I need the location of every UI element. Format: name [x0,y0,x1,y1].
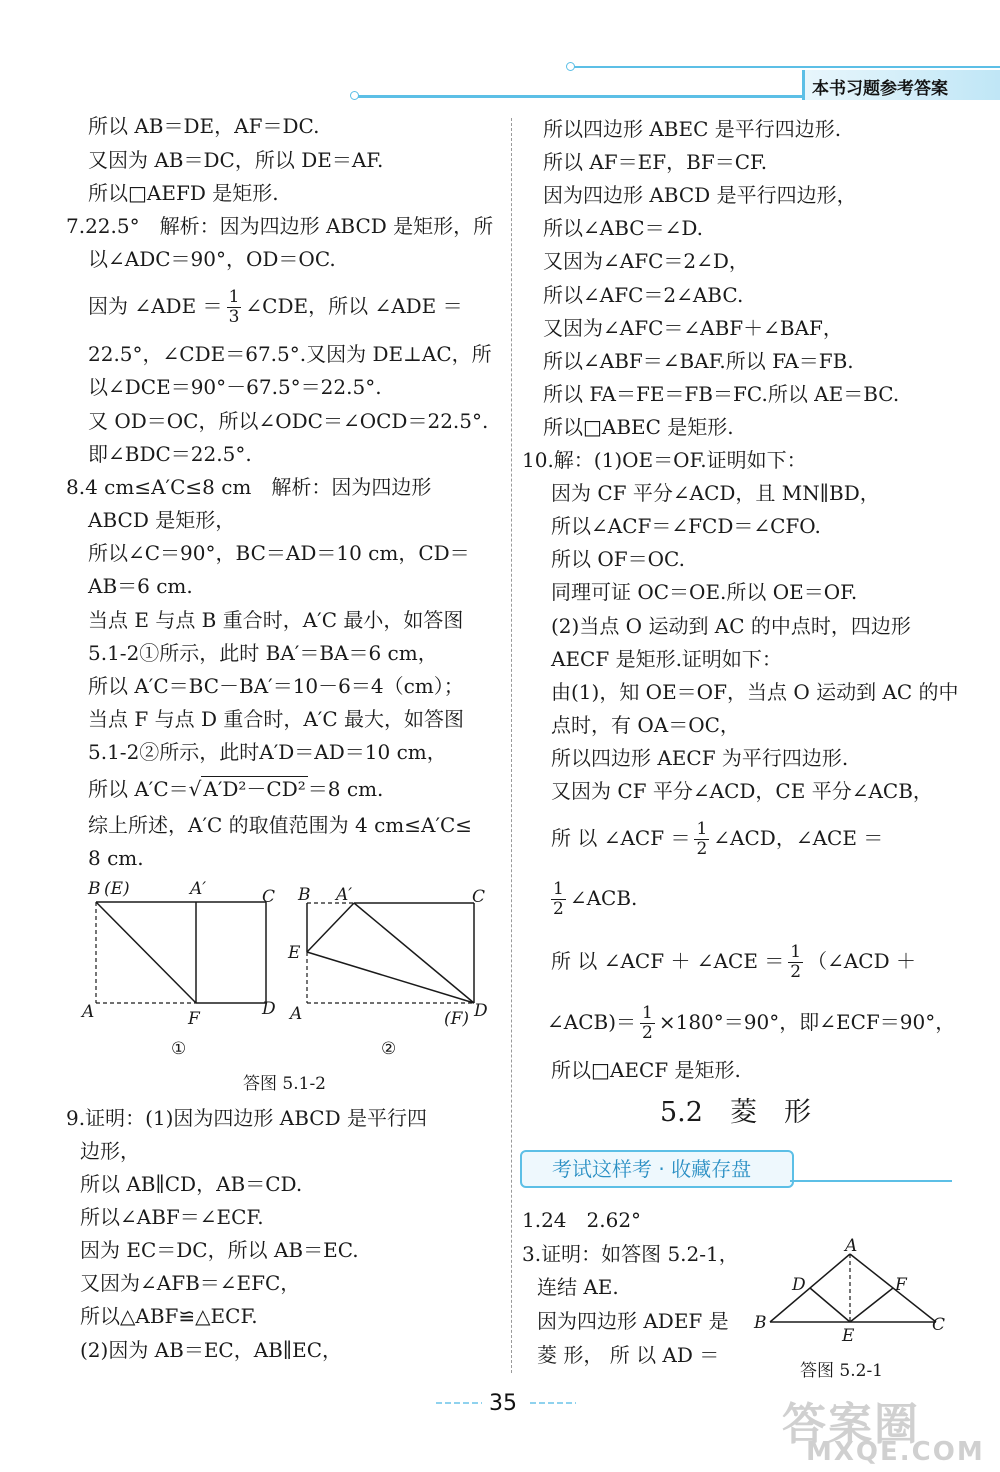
text-line-fraction [551,820,883,859]
fraction-denominator: 3 [228,307,240,327]
fraction [551,880,566,919]
banner-rule [790,1180,952,1182]
text-fragment: 所 以 ∠ACF ＝ [551,826,691,850]
text-line: 所以四边形 AECF 为平行四边形. [551,746,849,770]
text-line: 综上所述，A′C 的取值范围为 4 cm≤A′C≤ [88,813,473,837]
problem-8: 8.4 cm≤A′C≤8 cm 解析：因为四边形 [66,475,432,499]
radicand: A′D²－CD² [203,777,306,801]
text-line: (2)因为 AB＝EC，AB∥EC， [80,1338,343,1362]
text-line-fraction [551,943,916,982]
header-title: 本书习题参考答案 [812,79,948,99]
text-fragment: 所以 A′C＝√ [88,777,202,801]
text-line: 所以 AF＝EF，BF＝CF. [543,150,768,174]
label-b: B [88,879,101,899]
text-line: 因为四边形 ABCD 是平行四边形， [543,183,857,207]
page-number-decor-right [530,1402,576,1404]
text-line: 所以 AB∥CD，AB＝CD. [80,1172,303,1196]
text-line-fraction [88,288,463,327]
text-line: 所以 A′C＝BC－BA′＝10－6＝4（cm）； [88,674,464,698]
text-line: 所以□ABEC 是矩形. [543,415,734,439]
page-number: 35 [489,1391,517,1416]
text-line: 所以四边形 ABEC 是平行四边形. [543,117,842,141]
text-fragment: 因为 ∠ADE ＝ [88,294,223,318]
header-dot-bottom [350,91,359,100]
label-e: (E) [104,879,130,899]
text-line: 当点 E 与点 B 重合时，A′C 最小，如答图 [88,608,464,632]
text-line: 点时，有 OA＝OC， [551,713,740,737]
label-d: D [262,999,276,1019]
text-line: AECF 是矩形.证明如下： [551,647,782,671]
figure-5-2-1 [748,1238,958,1348]
label-d: D [792,1275,806,1295]
text-line: (2)当点 O 运动到 AC 的中点时，四边形 [551,614,911,638]
text-line: 22.5°，∠CDE＝67.5°.又因为 DE⊥AC，所 [88,342,492,366]
fraction-numerator: 1 [696,819,708,839]
text-line: 又因为∠AFC＝2∠D， [543,249,749,273]
watermark-site: MXQE.COM [806,1437,985,1467]
text-line: 以∠ADC＝90°，OD＝OC. [88,247,336,271]
text-fragment: ∠CDE，所以 ∠ADE ＝ [245,294,463,318]
problem-9: 9.证明：(1)因为四边形 ABCD 是平行四 [66,1106,427,1130]
fraction-denominator: 2 [696,839,708,859]
fold-line-ed [307,952,474,1003]
text-line: 因为 EC＝DC，所以 AB＝EC. [80,1238,359,1262]
fraction-numerator: 1 [228,287,240,307]
label-e: E [842,1326,855,1346]
label-a: A [290,1004,303,1024]
fraction-denominator: 2 [790,962,802,982]
text-line: 所以 FA＝FE＝FB＝FC.所以 AE＝BC. [543,382,900,406]
text-line: 所以∠ACF＝∠FCD＝∠CFO. [551,514,821,538]
text-line: 所以△ABF≌△ECF. [80,1304,258,1328]
text-line: ABCD 是矩形， [88,508,236,532]
text-line: 因为 CF 平分∠ACD，且 MN∥BD， [551,481,880,505]
problem-7: 7.22.5° 解析：因为四边形 ABCD 是矩形，所 [66,214,494,238]
text-line: 所以∠ABF＝∠BAF.所以 FA＝FB. [543,349,854,373]
figure-caption: 答图 5.1-2 [243,1074,326,1094]
edge-ef [850,1288,893,1322]
text-line-fraction [547,1004,955,1043]
fraction-denominator: 2 [553,899,564,919]
section-title: 5.2 菱 形 [660,1097,811,1128]
text-line: 即∠BDC＝22.5°. [88,442,252,466]
text-line: 同理可证 OC＝OE.所以 OE＝OF. [551,580,858,604]
fraction [788,943,803,982]
section-banner-text: 考试这样考 · 收藏存盘 [552,1157,752,1181]
label-a: A [845,1238,858,1256]
text-line: 所以∠ABC＝∠D. [543,216,704,240]
figure-number-2: ② [381,1039,397,1059]
text-line: 又因为 CF 平分∠ACD，CE 平分∠ACB， [551,779,933,803]
label-e: E [288,943,301,963]
text-line: 又因为 AB＝DC，所以 DE＝AF. [88,148,384,172]
fraction-numerator: 1 [553,879,564,899]
text-line: 因为四边形 ADEF 是 [537,1309,729,1333]
label-f: F [895,1275,907,1295]
watermark-logo: 答案圈 [782,1399,920,1450]
text-line: 又因为∠AFB＝∠EFC， [80,1271,301,1295]
fraction-denominator: 2 [642,1023,653,1043]
text-fragment: ∠ACB)＝ [547,1010,637,1034]
text-line: 所以□AECF 是矩形. [551,1058,741,1082]
label-f: (F) [444,1009,470,1029]
text-line: 所以 OF＝OC. [551,547,685,571]
label-b: B [298,885,311,905]
edge-de [810,1288,850,1322]
text-fragment: ∠ACD，∠ACE ＝ [713,826,884,850]
fraction [640,1004,655,1043]
text-fragment: ∠ACB. [569,886,638,910]
fraction [227,288,242,327]
label-a-prime: A′ [336,885,353,905]
header-rule-bottom [358,95,802,98]
label-d: D [474,1001,488,1021]
fold-line-ef [96,902,196,1003]
page-number-decor-left [436,1402,482,1404]
text-fragment: ＝8 cm. [307,777,384,801]
edge-a1d [354,903,474,1003]
text-line: 所以∠ABF＝∠ECF. [80,1205,264,1229]
text-fragment: ×180°＝90°，即∠ECF＝90°， [658,1010,956,1034]
text-line: 连结 AE. [537,1275,619,1299]
text-line: 以∠DCE＝90°－67.5°＝22.5°. [88,375,382,399]
text-line-sqrt [88,776,383,802]
text-fragment: （∠ACD ＋ [807,949,917,973]
text-line: 当点 F 与点 D 重合时，A′C 最大，如答图 [88,707,464,731]
text-line: 所以∠AFC＝2∠ABC. [543,283,744,307]
text-line: 由(1)，知 OE＝OF，当点 O 运动到 AC 的中 [551,680,959,704]
text-line-fraction [547,880,637,919]
label-f: F [188,1009,200,1029]
text-line: 5.1-2①所示，此时 BA′＝BA＝6 cm， [88,641,438,665]
label-c: C [472,887,486,907]
label-c: C [932,1315,946,1335]
text-line: 又因为∠AFC＝∠ABF＋∠BAF， [543,316,843,340]
problem-10: 10.解：(1)OE＝OF.证明如下： [522,448,807,472]
text-fragment: 所 以 ∠ACF ＋ ∠ACE ＝ [551,949,785,973]
figure-number-1: ① [171,1039,187,1059]
text-line: AB＝6 cm. [88,574,193,598]
text-line: 所以 AB＝DE，AF＝DC. [88,114,320,138]
text-line: 所以□AEFD 是矩形. [88,181,279,205]
label-c: C [262,887,276,907]
text-line: 所以∠C＝90°，BC＝AD＝10 cm，CD＝ [88,541,470,565]
figure-part-1 [80,879,276,1059]
edge-ea1 [307,903,354,952]
problem-3: 3.证明：如答图 5.2-1， [522,1242,739,1266]
label-a-prime: A′ [190,879,207,899]
text-line: 8 cm. [88,846,144,870]
column-divider [511,118,512,1373]
fraction-numerator: 1 [790,942,802,962]
header-rule-top [572,66,1000,68]
figure-caption: 答图 5.2-1 [800,1361,883,1381]
header-dot-top [566,62,575,71]
figure-part-2 [287,885,488,1059]
text-line: 边形， [80,1139,140,1163]
text-line: 5.1-2②所示，此时A′D＝AD＝10 cm， [88,740,447,764]
answers-1-2: 1.24 2.62° [522,1208,642,1232]
figure-5-1-2 [70,872,510,1072]
text-line: 菱 形， 所 以 AD ＝ [537,1343,720,1367]
text-line: 又 OD＝OC，所以∠ODC＝∠OCD＝22.5°. [88,409,489,433]
label-a: A [82,1002,95,1022]
fraction [694,820,709,859]
label-b: B [754,1313,767,1333]
fraction-numerator: 1 [642,1003,653,1023]
